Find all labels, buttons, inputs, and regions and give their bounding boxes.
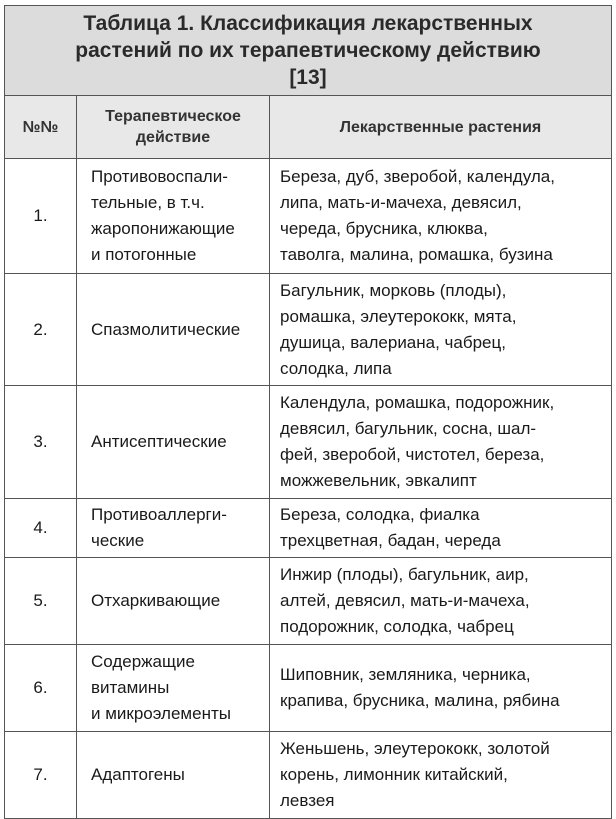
- row-number: 5.: [5, 558, 77, 645]
- header-action: Терапевтическое действие: [77, 96, 270, 159]
- row-action: Спазмолитические: [77, 274, 270, 386]
- row-plants: Багульник, морковь (плоды), ромашка, элеутерококк, мята, душица, валериана, чабрец, солодка, липа: [270, 274, 612, 386]
- table-row: [5, 732, 612, 819]
- table-row: [5, 645, 612, 732]
- table-row: [5, 159, 612, 274]
- header-num: №№: [5, 96, 77, 159]
- table-title-block: [4, 5, 612, 95]
- row-number: 3.: [5, 386, 77, 499]
- row-number: 2.: [5, 274, 77, 386]
- row-action: Отхаркивающие: [77, 558, 270, 645]
- table-row: [5, 558, 612, 645]
- row-number: 4.: [5, 499, 77, 558]
- row-plants: Береза, дуб, зверобой, календула, липа, мать-и-мачеха, девясил, череда, брусника, клюква, таволга, малина, ромашка, бузина: [270, 159, 612, 274]
- row-plants: Женьшень, элеутерококк, золотой корень, лимонник китайский, левзея: [270, 732, 612, 819]
- row-plants: Календула, ромашка, подорожник, девясил, багульник, сосна, шал- фей, зверобой, чистотел, береза, можжевельник, эвкалипт: [270, 386, 612, 499]
- table-header: [5, 96, 612, 159]
- row-action: Адаптогены: [77, 732, 270, 819]
- header-row: [5, 96, 612, 159]
- row-action: Содержащие витамины и микроэлементы: [77, 645, 270, 732]
- plants-classification-table: [4, 95, 612, 819]
- row-action: Противовоспали- тельные, в т.ч. жаропонижающие и потогонные: [77, 159, 270, 274]
- row-number: 1.: [5, 159, 77, 274]
- table-title: Таблица 1. Классификация лекарственных растений по их терапевтическому действию [13]: [75, 12, 541, 89]
- row-action: Антисептические: [77, 386, 270, 499]
- table-row: [5, 386, 612, 499]
- row-plants: Береза, солодка, фиалка трехцветная, бадан, череда: [270, 499, 612, 558]
- table-body: [5, 159, 612, 819]
- header-plants: Лекарственные растения: [270, 96, 612, 159]
- table-row: [5, 499, 612, 558]
- row-plants: Шиповник, земляника, черника, крапива, брусника, малина, рябина: [270, 645, 612, 732]
- row-number: 7.: [5, 732, 77, 819]
- row-plants: Инжир (плоды), багульник, аир, алтей, девясил, мать-и-мачеха, подорожник, солодка, чабрец: [270, 558, 612, 645]
- row-action: Противоаллерги- ческие: [77, 499, 270, 558]
- row-number: 6.: [5, 645, 77, 732]
- table-row: [5, 274, 612, 386]
